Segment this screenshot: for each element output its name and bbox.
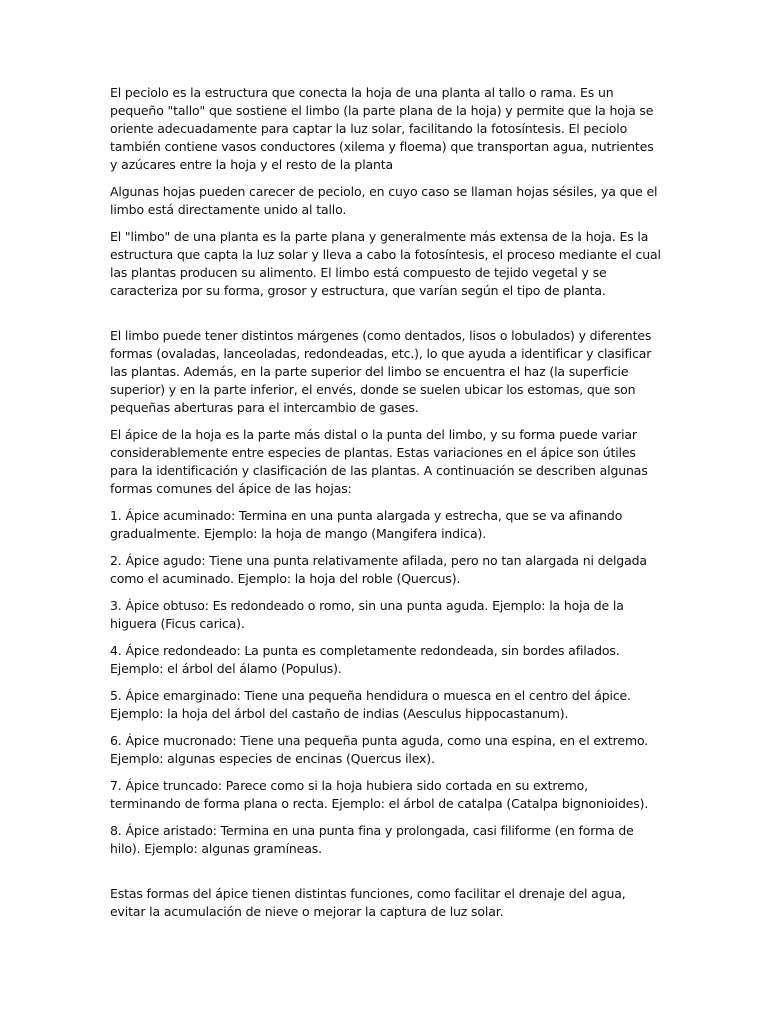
list-item-apice-truncado: 7. Ápice truncado: Parece como si la hoja hubiera sido cortada en su extremo, terminando de forma plana o recta. Ejemplo: el árbol de catalpa (Catalpa bignonioides). xyxy=(110,778,649,811)
list-item-apice-mucronado: 6. Ápice mucronado: Tiene una pequeña punta aguda, como una espina, en el extremo. Ejemplo: algunas especies de encinas (Quercus ilex). xyxy=(110,733,649,766)
paragraph-apice-intro: El ápice de la hoja es la parte más distal o la punta del limbo, y su forma puede variar considerablemente entre especies de plantas. Estas variaciones en el ápice son útiles para la identificación y clasificación de las plantas. A continuación se describen algunas formas comunes del ápice de las hojas: xyxy=(110,427,648,496)
document-page xyxy=(110,84,662,930)
paragraph-limbo-definicion: El "limbo" de una planta es la parte plana y generalmente más extensa de la hoja. Es la estructura que capta la luz solar y lleva a cabo la fotosíntesis, el proceso mediante el cual las plantas producen su alimento. El limbo está compuesto de tejido vegetal y se caracteriza por su forma, grosor y estructura, que varían según el tipo de planta. xyxy=(110,229,661,298)
list-item-apice-agudo: 2. Ápice agudo: Tiene una punta relativamente afilada, pero no tan alargada ni delgada como el acuminado. Ejemplo: la hoja del roble (Quercus). xyxy=(110,553,647,586)
list-item-apice-emarginado: 5. Ápice emarginado: Tiene una pequeña hendidura o muesca en el centro del ápice. Ejemplo: la hoja del árbol del castaño de indias (Aesculus hippocastanum). xyxy=(110,688,631,721)
paragraph-conclusion: Estas formas del ápice tienen distintas funciones, como facilitar el drenaje del agua, evitar la acumulación de nieve o mejorar la captura de luz solar. xyxy=(110,886,626,919)
list-item-apice-redondeado: 4. Ápice redondeado: La punta es completamente redondeada, sin bordes afilados. Ejemplo: el árbol del álamo (Populus). xyxy=(110,643,620,676)
paragraph-hojas-sesiles: Algunas hojas pueden carecer de peciolo, en cuyo caso se llaman hojas sésiles, ya que el limbo está directamente unido al tallo. xyxy=(110,184,658,217)
list-item-apice-aristado: 8. Ápice aristado: Termina en una punta fina y prolongada, casi filiforme (en forma de hilo). Ejemplo: algunas gramíneas. xyxy=(110,823,634,856)
list-item-apice-obtuso: 3. Ápice obtuso: Es redondeado o romo, sin una punta aguda. Ejemplo: la hoja de la higuera (Ficus carica). xyxy=(110,598,624,631)
list-item-apice-acuminado: 1. Ápice acuminado: Termina en una punta alargada y estrecha, que se va afinando gradualmente. Ejemplo: la hoja de mango (Mangifera indica). xyxy=(110,508,623,541)
paragraph-limbo-margenes: El limbo puede tener distintos márgenes (como dentados, lisos o lobulados) y diferentes formas (ovaladas, lanceoladas, redondeadas, etc.), lo que ayuda a identificar y clasificar las plantas. Además, en la parte superior del limbo se encuentra el haz (la superficie superior) y en la parte inferior, el envés, donde se suelen ubicar los estomas, que son pequeñas aberturas para el intercambio de gases. xyxy=(110,328,652,415)
paragraph-peciolo: El peciolo es la estructura que conecta la hoja de una planta al tallo o rama. Es un pequeño "tallo" que sostiene el limbo (la parte plana de la hoja) y permite que la hoja se oriente adecuadamente para captar la luz solar, facilitando la fotosíntesis. El peciolo también contiene vasos conductores (xilema y floema) que transportan agua, nutrientes y azúcares entre la hoja y el resto de la planta xyxy=(110,85,654,172)
